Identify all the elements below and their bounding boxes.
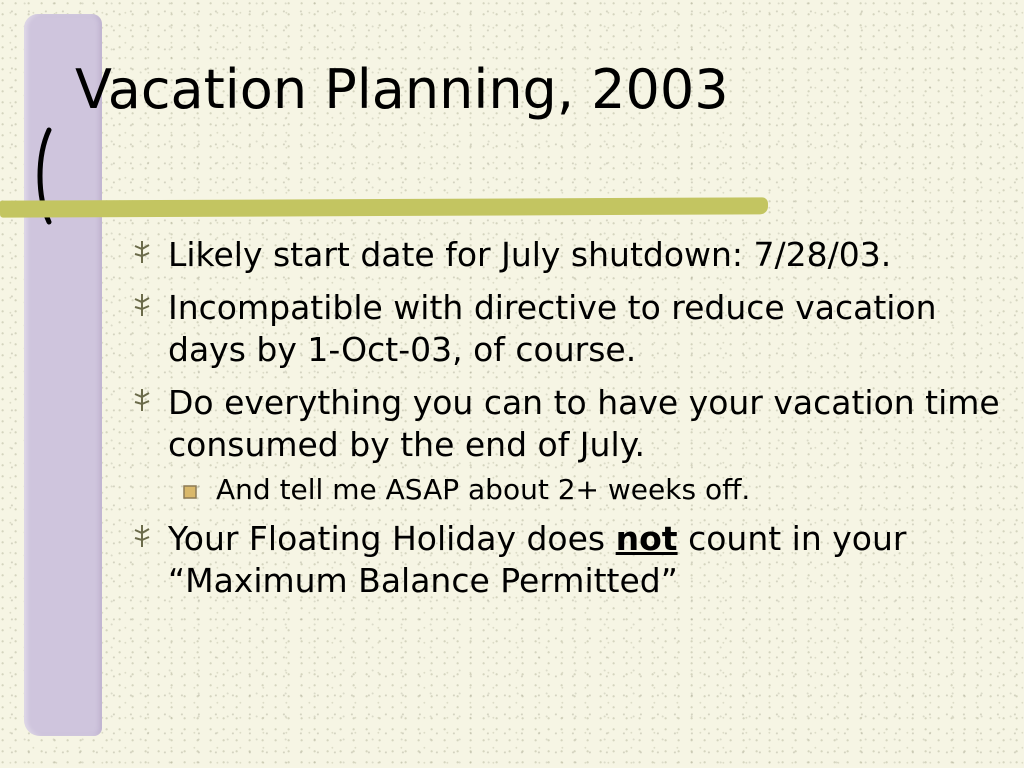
bullet-list (130, 234, 1000, 613)
bullet-item-floating-holiday (130, 518, 1000, 602)
square-bullet-icon (182, 484, 198, 500)
slide-title: Vacation Planning, 2003 (75, 58, 729, 121)
bullet-text: Incompatible with directive to reduce vacation days by 1-Oct-03, of course. (168, 288, 937, 369)
bullet-text: Do everything you can to have your vacation time consumed by the end of July. (168, 383, 1000, 464)
title-underline-rule (0, 197, 768, 217)
bullet-item-incompatible (130, 287, 1000, 371)
sub-bullet-item-two-weeks (130, 472, 1000, 508)
sprig-bullet-icon (132, 293, 154, 317)
sub-bullet-text: And tell me ASAP about 2+ weeks off. (216, 473, 751, 506)
bullet-text-before: Your Floating Holiday does (168, 519, 616, 558)
sprig-bullet-icon (132, 388, 154, 412)
bullet-text-after: count in your “Maximum Balance Permitted” (168, 519, 907, 600)
bullet-text: Likely start date for July shutdown: 7/28/03. (168, 235, 892, 274)
bullet-item-shutdown-date (130, 234, 1000, 276)
bullet-item-consume-vacation (130, 382, 1000, 466)
sprig-bullet-icon (132, 240, 154, 264)
sprig-bullet-icon (132, 524, 154, 548)
bullet-emphasis-not: not (615, 519, 678, 558)
